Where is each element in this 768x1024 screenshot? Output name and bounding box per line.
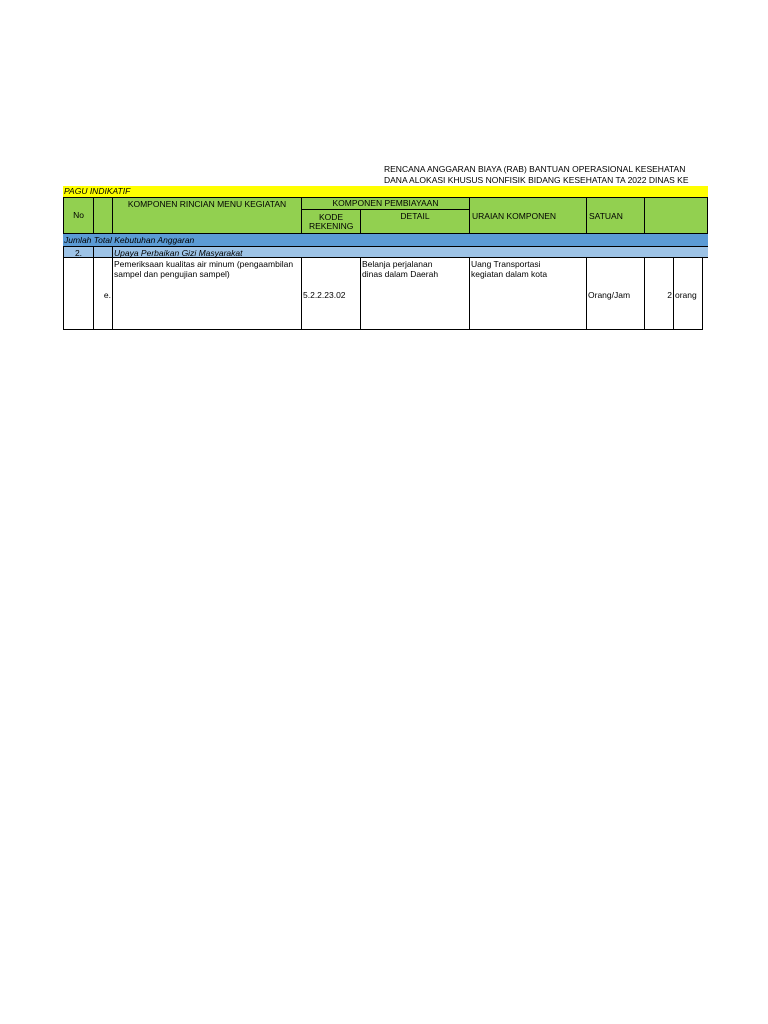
header-satuan: SATUAN — [586, 197, 645, 234]
header-komponen-rincian-cell — [112, 197, 302, 234]
jumlah-total-bar: Jumlah Total Kebutuhan Anggaran — [63, 234, 708, 246]
row-detail: Belanja perjalanan dinas dalam Daerah — [362, 259, 439, 279]
section-label: Upaya Perbaikan Gizi Masyarakat — [114, 248, 243, 258]
row-kode: 5.2.2.23.02 — [303, 290, 346, 300]
row-sub-cell — [93, 257, 113, 330]
row-uraian-cell — [469, 257, 587, 330]
header-no: No — [63, 197, 94, 234]
pagu-indikatif-bar: PAGU INDIKATIF — [63, 186, 708, 197]
header-no-sub — [93, 197, 113, 234]
document-title-line-2: DANA ALOKASI KHUSUS NONFISIK BIDANG KESEHATAN TA 2022 DINAS KE — [384, 175, 689, 185]
document-title-line-1: RENCANA ANGGARAN BIAYA (RAB) BANTUAN OPERASIONAL KESEHATAN — [384, 164, 686, 174]
row-kegiatan: Pemeriksaan kualitas air minum (pengaambilan sampel dan pengujian sampel) — [114, 259, 294, 279]
row-satuan-cell — [586, 257, 645, 330]
row-qty-cell — [644, 257, 674, 330]
section-no: 2. — [74, 248, 83, 258]
row-no-cell — [63, 257, 94, 330]
header-uraian-komponen: URAIAN KOMPONEN — [469, 197, 587, 234]
header-komponen-pembiayaan: KOMPONEN PEMBIAYAAN — [301, 197, 470, 210]
row-uraian: Uang Transportasi kegiatan dalam kota — [471, 259, 548, 279]
row-qty: 2 — [667, 290, 672, 300]
header-detail-cell — [360, 209, 470, 234]
row-sub: e. — [103, 290, 111, 300]
row-kode-cell — [301, 257, 361, 330]
header-detail: DETAIL — [400, 211, 430, 221]
row-unit-cell — [673, 257, 703, 330]
header-kode-rekening — [301, 209, 361, 234]
row-kegiatan-cell — [112, 257, 302, 330]
header-komponen-rincian: KOMPONEN RINCIAN MENU KEGIATAN — [127, 199, 287, 209]
row-detail-cell — [360, 257, 470, 330]
header-empty — [644, 197, 708, 234]
header-kode-rekening-label: KODE REKENING — [309, 211, 354, 231]
row-satuan: Orang/Jam — [588, 290, 631, 300]
row-unit: orang — [675, 290, 697, 300]
